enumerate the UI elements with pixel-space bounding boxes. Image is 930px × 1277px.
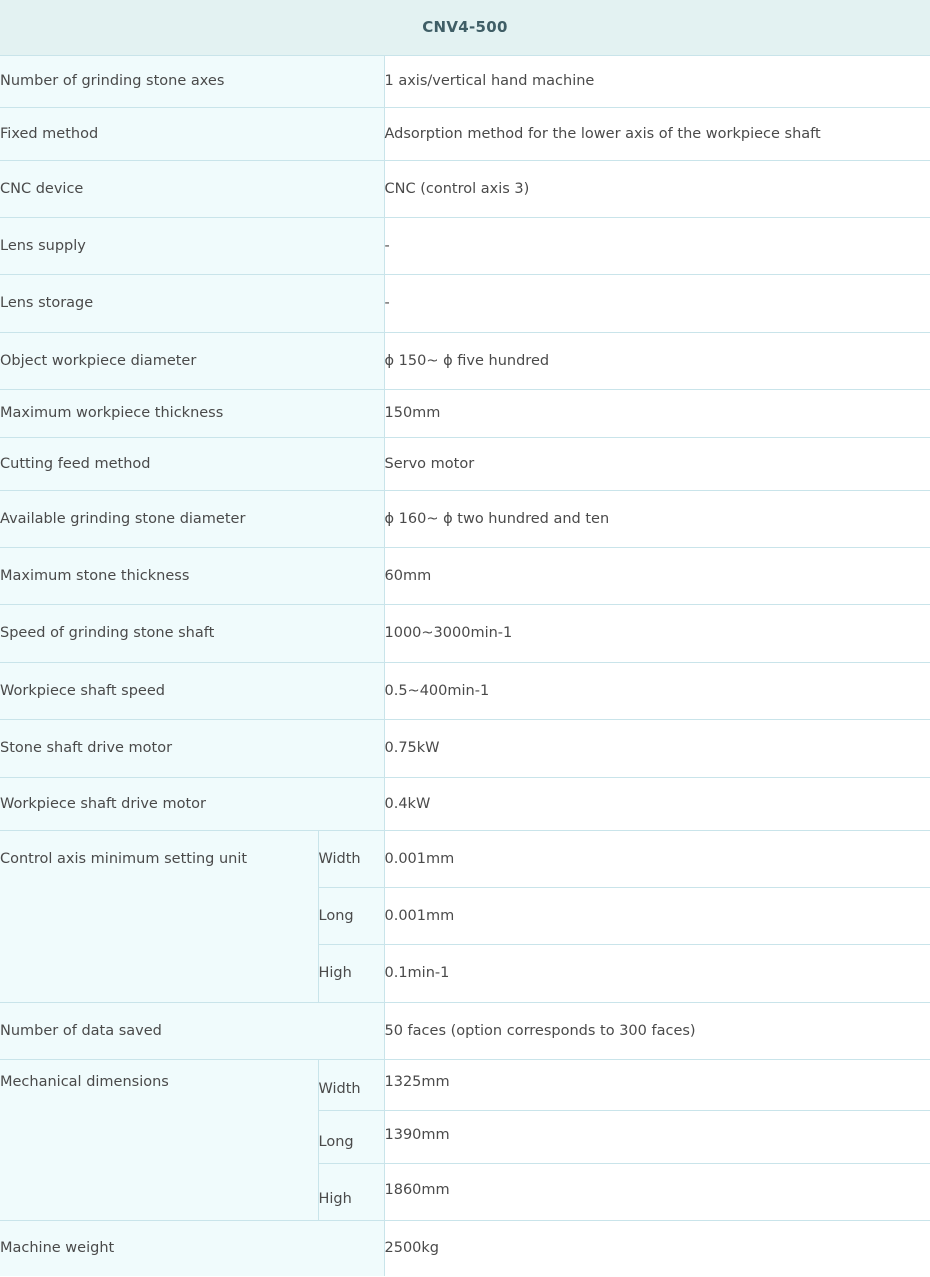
table-row — [0, 389, 930, 437]
row-value: ϕ 150~ ϕ five hundred — [384, 332, 930, 389]
row-value: - — [384, 274, 930, 332]
row-value: Adsorption method for the lower axis of the workpiece shaft — [384, 107, 930, 160]
row-value: 1000~3000min-1 — [384, 604, 930, 662]
table-row — [0, 830, 930, 887]
table-row — [0, 547, 930, 604]
table-row — [0, 55, 930, 107]
row-label: Workpiece shaft drive motor — [0, 777, 384, 830]
table-row — [0, 604, 930, 662]
row-value: 0.1min-1 — [384, 944, 930, 1002]
row-label: CNC device — [0, 160, 384, 217]
row-value: 50 faces (option corresponds to 300 faces) — [384, 1002, 930, 1059]
row-label: Speed of grinding stone shaft — [0, 604, 384, 662]
table-row — [0, 107, 930, 160]
row-value: Servo motor — [384, 437, 930, 490]
table-header-row — [0, 0, 930, 55]
row-value: - — [384, 217, 930, 274]
table-row — [0, 274, 930, 332]
sub-label: Long — [318, 887, 384, 944]
row-label: Fixed method — [0, 107, 384, 160]
row-label: Maximum workpiece thickness — [0, 389, 384, 437]
table-row — [0, 662, 930, 719]
row-value: 0.5~400min-1 — [384, 662, 930, 719]
table-row — [0, 719, 930, 777]
sub-label: Width — [318, 830, 384, 887]
row-value: 0.001mm — [384, 830, 930, 887]
table-row — [0, 437, 930, 490]
row-label: Cutting feed method — [0, 437, 384, 490]
row-label: Machine weight — [0, 1220, 384, 1276]
row-value: 0.75kW — [384, 719, 930, 777]
mechanical-dimensions-label: Mechanical dimensions — [0, 1059, 318, 1220]
row-value: CNC (control axis 3) — [384, 160, 930, 217]
table-row — [0, 1059, 930, 1110]
row-value: ϕ 160~ ϕ two hundred and ten — [384, 490, 930, 547]
row-value: 1390mm — [384, 1110, 930, 1163]
table-row — [0, 1220, 930, 1276]
row-value: 2500kg — [384, 1220, 930, 1276]
row-label: Lens storage — [0, 274, 384, 332]
row-value: 1 axis/vertical hand machine — [384, 55, 930, 107]
sub-label: Width — [318, 1059, 384, 1110]
row-value: 0.4kW — [384, 777, 930, 830]
table-row — [0, 160, 930, 217]
sub-label: High — [318, 1163, 384, 1220]
table-row — [0, 490, 930, 547]
table-row — [0, 332, 930, 389]
row-label: Maximum stone thickness — [0, 547, 384, 604]
row-label: Stone shaft drive motor — [0, 719, 384, 777]
table-row — [0, 217, 930, 274]
row-label: Number of data saved — [0, 1002, 384, 1059]
row-value: 0.001mm — [384, 887, 930, 944]
row-label: Workpiece shaft speed — [0, 662, 384, 719]
row-value: 60mm — [384, 547, 930, 604]
row-value: 150mm — [384, 389, 930, 437]
row-label: Available grinding stone diameter — [0, 490, 384, 547]
control-axis-label: Control axis minimum setting unit — [0, 830, 318, 1002]
sub-label: High — [318, 944, 384, 1002]
model-title: CNV4-500 — [0, 0, 930, 55]
row-label: Lens supply — [0, 217, 384, 274]
row-value: 1325mm — [384, 1059, 930, 1110]
row-label: Number of grinding stone axes — [0, 55, 384, 107]
table-row — [0, 1002, 930, 1059]
row-label: Object workpiece diameter — [0, 332, 384, 389]
table-row — [0, 777, 930, 830]
sub-label: Long — [318, 1110, 384, 1163]
row-value: 1860mm — [384, 1163, 930, 1220]
